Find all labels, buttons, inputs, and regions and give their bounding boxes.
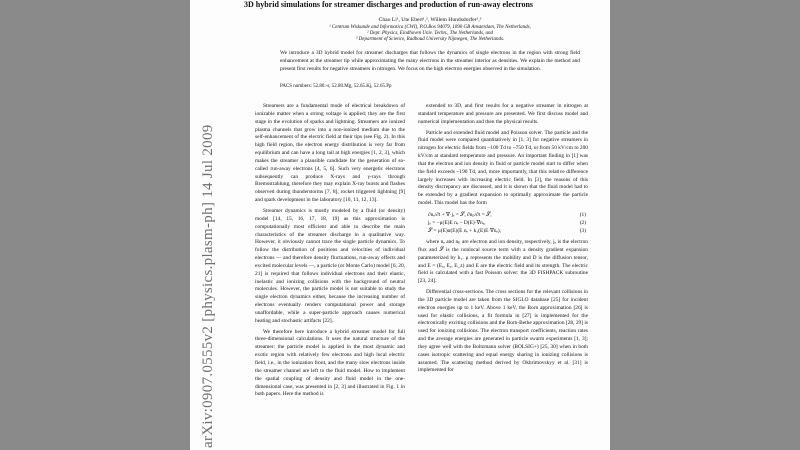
- affiliation-1: ¹ Centrum Wiskunde and Informatica (CWI), P.O.Box 94079, 1090 GB Amsterdam, The Netherlands,: [329, 25, 531, 30]
- equation-2-expr: jₑ = −μ(E)E nₑ − D(E)·∇nₑ,: [428, 219, 486, 226]
- affiliation-2: ² Dept. Physics, Eindhoven Univ. Techn., The Netherlands, and: [367, 31, 493, 36]
- equation-block: [418, 211, 588, 235]
- left-column: [255, 103, 405, 402]
- paragraph-intro: Streamers are a fundamental mode of electrical breakdown of ionizable matter when a strong voltage is applied; they are the first stage in the evolution of sparks and lightning. Streamers are ionized plasma channels that grow into a non-ionized medium due to the self-enhancement of the electric field at their tips (see Fig. 2). In this high field region, the electron energy distribution is very far from equilibrium and can have a long tail at high energies [1, 2, 3], which makes the streamer a plausible candidate for the generation of so-called run-away electrons [4, 5, 6]. Such very energetic electrons subsequently can produce X-rays and γ-rays through Bremsstrahlung, therefore they may explain X-ray bursts and flashes observed during thunderstorms [7, 8], rocket triggered lightning [9] and spark development in the laboratory [10, 11, 12, 13].: [255, 103, 405, 204]
- equation-2: [418, 219, 588, 227]
- equation-1: [418, 211, 588, 219]
- pacs-numbers: PACS numbers: 52.80.-s, 52.80.Mg, 52.65.Kj, 52.65.Pp: [280, 84, 392, 89]
- affiliation-3: ³ Department of Science, Radboud University Nijmegen, The Netherlands.: [355, 37, 505, 42]
- equation-1-number: (1): [579, 211, 586, 218]
- equation-3: [418, 227, 588, 235]
- paragraph-models: Streamer dynamics is mostly modeled by a fluid (or density) model [14, 15, 16, 17, 18, 19] as this approximation is computationally most efficient and able to describe the main characteristics of the streamer discharge in a qualitative way. However, it obviously cannot trace the single particle dynamics. To follow the distribution of positions and velocities of individual electrons — and therefore density fluctuations, run-away effects and excited molecular levels —, a particle (or Monte Carlo) model [6, 20, 21] is required that follows individual electrons and their elastic, inelastic and ionizing collisions with the background of neutral molecules. However, the particle model is not suitable to study the single electron dynamics either, because the increasing number of electrons eventually renders computational power and storage unaffordable, while a super-particle approach causes numerical heating and stochastic artifacts [22].: [255, 207, 405, 324]
- paragraph-where: where nₑ and nₚ are electron and ion density, respectively, jₑ is the electron flux and 𝒮 is the nonlocal source term with a density gradient expansion parameterized by k₁. μ represents the mobility and D is the diffusion tensor, and E = (Eₓ, Eᵧ, E_z) and E are the electric field and its strength. The electric field is calculated with a fast Poisson solver: the 3D FISHPACK subroutine [23, 24].: [418, 238, 588, 285]
- equation-2-number: (2): [579, 219, 586, 226]
- paragraph-extended: extended to 3D, and first results for a negative streamer in nitrogen at standard temperature and pressure are presented. We first discuss model and numerical implementation and then the physical results.: [418, 103, 588, 125]
- equation-3-expr: 𝒮 = μ(E)α(E)(E nₑ + k₁(E)E·∇nₑ),: [428, 227, 502, 234]
- paragraph-fluid-model: Particle and extended fluid model and Poisson solver. The particle and the fluid model were compared quantitatively in [1, 3] for negative streamers in nitrogen for electric fields from ~100 Td to ~750 Td, or from 50 kV/cm to 200 kV/cm at standard temperature and pressure. An important finding in [1] was that the electron and ion density in fluid or particle model start to differ when the field exceeds ~190 Td, and, more importantly, that this relative difference largely increases with increasing electric field. In [3], the reasons of this density discrepancy are discussed, and it is shown that the fluid model had to be extended by a gradient expansion to optimally approximate the particle model. This model has the form: [418, 129, 588, 207]
- paragraph-cross-sections: Differential cross-sections. The cross sections for the relevant collisions in the 3D particle model are taken from the SIGLO database [25] for incident electron energies up to 1 keV. Above 1 keV, the Born approximation [26] is used for elastic collisions, a fit formula in [27] is implemented for the electronically exciting collisions and the Born-Bethe approximation [28, 29] is used for ionizing collisions. The electron transport coefficients, reaction rates and the average energies are generated in particle swarm experiments [1, 3]; they agree well with the Boltzmann solver (BOLSIG+) [25, 30] when in both cases isotropic scattering and equal energy sharing in ionizing collisions is assumed. The scattering method derived by Okhrimovskyy et al. [31] is implemented for: [418, 289, 588, 374]
- right-column: [418, 103, 588, 378]
- arxiv-identifier[interactable]: arXiv:0907.0555v2 [physics.plasm-ph] 14 Jul 2009: [200, 124, 216, 448]
- paper-title: 3D hybrid simulations for streamer discharges and production of run-away electrons: [244, 0, 534, 9]
- paragraph-hybrid: We therefore here introduce a hybrid streamer model for full three-dimensional calculations. It uses the natural structure of the streamer: the particle model is applied in the most dynamic and exotic region with relatively few electrons and high local electric field, i.e., in the ionization front, and the many slow electrons inside the streamer channel are left to the fluid model. How to implement the spatial coupling of density and fluid model in the one-dimensional case, was presented in [2, 3] and illustrated in Fig. 1 in both papers. Here the method is: [255, 328, 405, 398]
- equation-1-expr: ∂nₑ/∂t + ∇·jₑ = 𝒮, ∂nₚ/∂t = 𝒮,: [428, 211, 492, 218]
- author-list: Chao Li¹, Ute Ebert¹,², Willem Hundsdorfer¹,³: [378, 17, 482, 23]
- equation-3-number: (3): [579, 227, 586, 234]
- abstract: We introduce a 3D hybrid model for streamer discharges that follows the dynamics of single electrons in the region with strong field enhancement at the streamer tip while approximating the many electrons in the streamer interior as densities. We explain the method and present first results for negative streamers in nitrogen. We focus on the high electron energies observed in the simulation.: [280, 50, 580, 72]
